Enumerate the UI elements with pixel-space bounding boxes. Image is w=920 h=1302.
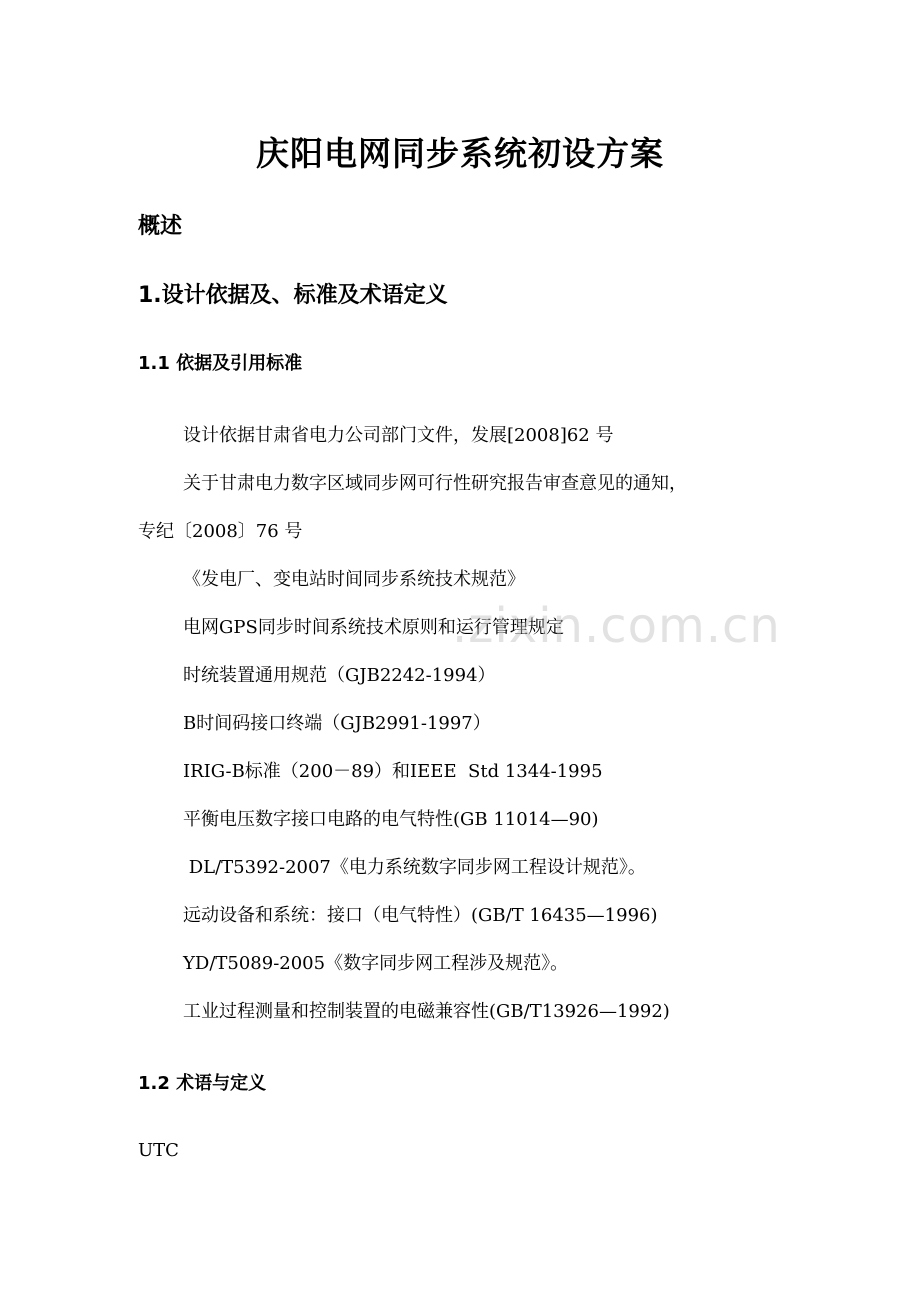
reference-item: 工业过程测量和控制装置的电磁兼容性(GB/T13926—1992)	[183, 1001, 670, 1022]
term-utc: UTC	[138, 1140, 179, 1161]
heading-overview: 概述	[138, 214, 183, 239]
reference-item: IRIG-B标准（200－89）和IEEE Std 1344-1995	[183, 761, 603, 782]
reference-item-continuation: 专纪〔2008〕76 号	[138, 521, 303, 542]
reference-item: 平衡电压数字接口电路的电气特性(GB 11014—90)	[183, 809, 599, 830]
watermark-logo: .zixin.com.cn	[452, 598, 781, 654]
heading-section-1-1: 1.1 依据及引用标准	[138, 353, 303, 374]
reference-item: 设计依据甘肃省电力公司部门文件，发展[2008]62 号	[183, 425, 614, 446]
document-title: 庆阳电网同步系统初设方案	[256, 134, 664, 173]
reference-item: YD/T5089-2005《数字同步网工程涉及规范》。	[183, 953, 569, 974]
heading-section-1-2: 1.2 术语与定义	[138, 1073, 267, 1094]
reference-item: 电网GPS同步时间系统技术原则和运行管理规定	[183, 617, 564, 638]
reference-item: B时间码接口终端（GJB2991-1997）	[183, 713, 491, 734]
reference-item: DL/T5392-2007《电力系统数字同步网工程设计规范》。	[183, 857, 646, 878]
reference-item: 关于甘肃电力数字区域同步网可行性研究报告审查意见的通知，	[183, 473, 687, 494]
reference-item: 时统装置通用规范（GJB2242-1994）	[183, 665, 496, 686]
heading-section-1: 1.设计依据及、标准及术语定义	[138, 283, 448, 308]
reference-item: 远动设备和系统：接口（电气特性）(GB/T 16435—1996)	[183, 905, 658, 926]
reference-item: 《发电厂、变电站时间同步系统技术规范》	[183, 569, 525, 590]
